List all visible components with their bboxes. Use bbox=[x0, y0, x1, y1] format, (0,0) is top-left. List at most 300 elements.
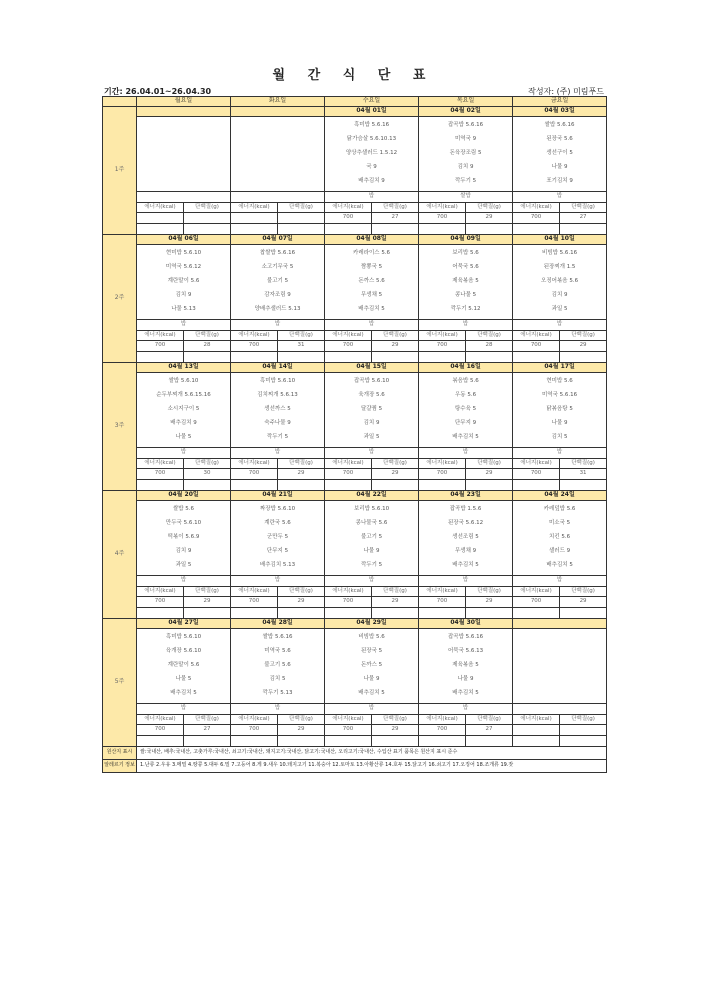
menu-cell bbox=[325, 501, 419, 576]
energy-unit-label: 에너지(kcal) bbox=[231, 587, 278, 597]
base-cell: 밥 bbox=[513, 448, 607, 459]
base-cell: 밥 bbox=[325, 320, 419, 331]
menu-item: 생선까스 5 bbox=[264, 406, 291, 413]
menu-item: 닭가슴살 5.6.10.13 bbox=[346, 136, 397, 143]
protein-value: 29 bbox=[466, 213, 513, 224]
menu-item: 김치 9 bbox=[175, 548, 192, 555]
energy-unit-label: 에너지(kcal) bbox=[137, 715, 184, 725]
protein-value: 31 bbox=[560, 469, 607, 480]
base-row bbox=[103, 704, 607, 715]
menu-item: 생선구이 5 bbox=[546, 150, 573, 157]
meal-calendar-table bbox=[102, 96, 607, 773]
empty-cell bbox=[184, 480, 231, 491]
empty-cell bbox=[137, 736, 184, 747]
energy-unit-label: 에너지(kcal) bbox=[513, 715, 560, 725]
menu-cell bbox=[325, 373, 419, 448]
protein-unit-label: 단백질(g) bbox=[466, 715, 513, 725]
menu-cell bbox=[419, 629, 513, 704]
menu-item: 짬뽕국 5 bbox=[360, 264, 383, 271]
base-cell: 밥 bbox=[231, 320, 325, 331]
base-row bbox=[103, 320, 607, 331]
menu-item: 군만두 5 bbox=[266, 534, 289, 541]
menu-item: 단무지 9 bbox=[454, 420, 477, 427]
energy-unit-label: 에너지(kcal) bbox=[419, 715, 466, 725]
protein-value: 29 bbox=[372, 725, 419, 736]
week-label: 1주 bbox=[103, 107, 137, 235]
period-label: 기간: 26.04.01~26.04.30 bbox=[104, 87, 212, 96]
energy-value bbox=[137, 213, 184, 224]
menu-item: 치킨 5.6 bbox=[549, 534, 571, 541]
base-cell: 밥 bbox=[137, 320, 231, 331]
base-cell bbox=[137, 192, 231, 203]
menu-item: 비빔밥 5.6.16 bbox=[541, 250, 578, 257]
menu-item: 샐러드 9 bbox=[548, 548, 571, 555]
protein-unit-label: 단백질(g) bbox=[466, 203, 513, 213]
protein-unit-label: 단백질(g) bbox=[560, 331, 607, 341]
menu-cell bbox=[419, 245, 513, 320]
protein-value: 29 bbox=[560, 341, 607, 352]
date-row bbox=[103, 619, 607, 629]
menu-item: 쌀밥 5.6.16 bbox=[544, 122, 575, 129]
menu-item: 달걀찜 5 bbox=[360, 406, 383, 413]
menu-cell bbox=[325, 117, 419, 192]
menu-item: 비빔밥 5.6 bbox=[358, 634, 385, 641]
energy-unit-label: 에너지(kcal) bbox=[325, 203, 372, 213]
menu-item: 잡곡밥 1.5.6 bbox=[449, 506, 482, 513]
menu-item: 쌀밥 5.6.16 bbox=[262, 634, 293, 641]
empty-cell bbox=[278, 608, 325, 619]
base-cell: 밥 bbox=[419, 448, 513, 459]
menu-cell bbox=[231, 501, 325, 576]
menu-item: 김치 9 bbox=[363, 420, 380, 427]
base-cell: 밥 bbox=[137, 576, 231, 587]
unit-row bbox=[103, 459, 607, 469]
menu-item: 된장국 5.6.12 bbox=[447, 520, 484, 527]
empty-cell bbox=[231, 352, 278, 363]
menu-item: 감자조림 9 bbox=[264, 292, 291, 299]
nutrition-row bbox=[103, 480, 607, 491]
menu-item: 배추김치 9 bbox=[170, 420, 197, 427]
nutrition-row bbox=[103, 341, 607, 352]
energy-unit-label: 에너지(kcal) bbox=[137, 203, 184, 213]
base-cell: 밥 bbox=[419, 704, 513, 715]
menu-item: 짜장밥 5.6.10 bbox=[259, 506, 296, 513]
date-cell: 04월 16일 bbox=[419, 363, 513, 373]
empty-cell bbox=[231, 224, 278, 235]
energy-value: 700 bbox=[513, 213, 560, 224]
protein-unit-label: 단백질(g) bbox=[466, 587, 513, 597]
menu-item: 소고기무국 5 bbox=[261, 264, 294, 271]
allergy-label: 알레르기 정보 bbox=[103, 760, 137, 773]
energy-value: 700 bbox=[137, 469, 184, 480]
base-cell: 밥 bbox=[325, 704, 419, 715]
protein-unit-label: 단백질(g) bbox=[278, 587, 325, 597]
menu-item: 계란말이 5.6 bbox=[167, 278, 200, 285]
protein-unit-label: 단백질(g) bbox=[466, 331, 513, 341]
nutrition-row bbox=[103, 725, 607, 736]
protein-unit-label: 단백질(g) bbox=[184, 459, 231, 469]
menu-item: 배추김치 5 bbox=[358, 690, 385, 697]
empty-cell bbox=[513, 224, 560, 235]
menu-item: 과일 5 bbox=[175, 562, 192, 569]
energy-value: 700 bbox=[231, 341, 278, 352]
menu-item: 쌀밥 5.6.10 bbox=[168, 378, 199, 385]
empty-cell bbox=[560, 352, 607, 363]
menu-item: 배추김치 5.13 bbox=[259, 562, 296, 569]
protein-value: 29 bbox=[184, 597, 231, 608]
menu-item: 콩나물국 5.6 bbox=[355, 520, 388, 527]
empty-cell bbox=[184, 352, 231, 363]
protein-value: 29 bbox=[466, 597, 513, 608]
menu-item: 김치찌개 5.6.13 bbox=[257, 392, 298, 399]
weekday-header: 금요일 bbox=[513, 97, 607, 107]
menu-item: 나물 5.13 bbox=[171, 306, 196, 313]
menu-item: 나물 5 bbox=[175, 676, 192, 683]
weekday-header-row bbox=[103, 97, 607, 107]
energy-value: 700 bbox=[231, 725, 278, 736]
menu-cell bbox=[137, 501, 231, 576]
date-cell: 04월 27일 bbox=[137, 619, 231, 629]
energy-value: 700 bbox=[325, 469, 372, 480]
empty-cell bbox=[513, 608, 560, 619]
base-cell: 밥 bbox=[137, 448, 231, 459]
protein-unit-label: 단백질(g) bbox=[372, 587, 419, 597]
date-row bbox=[103, 363, 607, 373]
empty-cell bbox=[372, 352, 419, 363]
empty-cell bbox=[184, 736, 231, 747]
energy-unit-label: 에너지(kcal) bbox=[231, 203, 278, 213]
base-cell: 밥 bbox=[419, 576, 513, 587]
menu-row bbox=[103, 373, 607, 448]
menu-cell bbox=[231, 245, 325, 320]
base-cell: 밥 bbox=[231, 704, 325, 715]
protein-unit-label: 단백질(g) bbox=[184, 587, 231, 597]
menu-item: 보리밥 5.6.10 bbox=[353, 506, 390, 513]
menu-item: 김치 9 bbox=[175, 292, 192, 299]
energy-value: 700 bbox=[137, 597, 184, 608]
protein-unit-label: 단백질(g) bbox=[560, 203, 607, 213]
menu-item: 현미밥 5.6 bbox=[546, 378, 573, 385]
weekday-header: 월요일 bbox=[137, 97, 231, 107]
empty-cell bbox=[560, 736, 607, 747]
menu-item: 만두국 5.6.10 bbox=[165, 520, 202, 527]
protein-value: 27 bbox=[466, 725, 513, 736]
menu-item: 무생채 9 bbox=[454, 548, 477, 555]
nutrition-row bbox=[103, 224, 607, 235]
menu-item: 된장찌개 1.5 bbox=[543, 264, 576, 271]
week-label: 3주 bbox=[103, 363, 137, 491]
menu-cell bbox=[419, 117, 513, 192]
energy-unit-label: 에너지(kcal) bbox=[419, 587, 466, 597]
protein-unit-label: 단백질(g) bbox=[372, 331, 419, 341]
week-label: 5주 bbox=[103, 619, 137, 747]
weekday-header: 화요일 bbox=[231, 97, 325, 107]
empty-cell bbox=[325, 736, 372, 747]
base-cell: 밥 bbox=[231, 576, 325, 587]
weekday-header: 목요일 bbox=[419, 97, 513, 107]
base-cell: 밥 bbox=[137, 704, 231, 715]
empty-cell bbox=[325, 480, 372, 491]
energy-unit-label: 에너지(kcal) bbox=[231, 459, 278, 469]
energy-value: 700 bbox=[325, 725, 372, 736]
energy-value: 700 bbox=[419, 725, 466, 736]
protein-value: 29 bbox=[372, 341, 419, 352]
empty-cell bbox=[419, 224, 466, 235]
menu-cell bbox=[513, 501, 607, 576]
empty-cell bbox=[278, 480, 325, 491]
menu-item: 과일 5 bbox=[551, 306, 568, 313]
date-row bbox=[103, 491, 607, 501]
protein-value: 30 bbox=[184, 469, 231, 480]
base-row bbox=[103, 192, 607, 203]
protein-unit-label: 단백질(g) bbox=[184, 331, 231, 341]
empty-cell bbox=[325, 608, 372, 619]
menu-item: 순두부찌개 5.6.15.16 bbox=[156, 392, 211, 399]
menu-cell bbox=[137, 117, 231, 192]
nutrition-row bbox=[103, 352, 607, 363]
empty-cell bbox=[372, 224, 419, 235]
menu-item: 흑미밥 5.6.16 bbox=[353, 122, 390, 129]
menu-item: 카레덮밥 5.6 bbox=[543, 506, 576, 513]
empty-cell bbox=[137, 608, 184, 619]
energy-unit-label: 에너지(kcal) bbox=[419, 459, 466, 469]
protein-value bbox=[184, 213, 231, 224]
menu-row bbox=[103, 117, 607, 192]
protein-value: 27 bbox=[184, 725, 231, 736]
energy-value: 700 bbox=[325, 341, 372, 352]
empty-cell bbox=[419, 736, 466, 747]
menu-item: 떡볶이 5.6.9 bbox=[167, 534, 200, 541]
menu-item: 소시지구이 5 bbox=[167, 406, 200, 413]
menu-row bbox=[103, 629, 607, 704]
energy-unit-label: 에너지(kcal) bbox=[513, 203, 560, 213]
menu-item: 잡곡밥 5.6.16 bbox=[447, 634, 484, 641]
menu-item: 배추김치 5 bbox=[452, 562, 479, 569]
protein-value bbox=[278, 213, 325, 224]
energy-unit-label: 에너지(kcal) bbox=[137, 331, 184, 341]
menu-item: 김치 5 bbox=[269, 676, 286, 683]
menu-item: 불고기 5 bbox=[360, 534, 383, 541]
energy-value: 700 bbox=[513, 341, 560, 352]
protein-unit-label: 단백질(g) bbox=[560, 459, 607, 469]
menu-item: 계란국 5.6 bbox=[264, 520, 291, 527]
nutrition-row bbox=[103, 213, 607, 224]
empty-cell bbox=[466, 352, 513, 363]
energy-unit-label: 에너지(kcal) bbox=[513, 459, 560, 469]
menu-cell bbox=[231, 373, 325, 448]
week-label: 2주 bbox=[103, 235, 137, 363]
base-row bbox=[103, 448, 607, 459]
menu-item: 배추김치 9 bbox=[358, 178, 385, 185]
menu-cell bbox=[325, 245, 419, 320]
menu-item: 잡곡밥 5.6.10 bbox=[353, 378, 390, 385]
date-cell: 04월 03일 bbox=[513, 107, 607, 117]
date-cell bbox=[137, 107, 231, 117]
menu-item: 육개장 5.6 bbox=[358, 392, 385, 399]
protein-value: 27 bbox=[372, 213, 419, 224]
protein-unit-label: 단백질(g) bbox=[372, 203, 419, 213]
empty-cell bbox=[513, 480, 560, 491]
menu-item: 배추김치 5 bbox=[452, 690, 479, 697]
menu-item: 된장국 5 bbox=[360, 648, 383, 655]
date-cell: 04월 22일 bbox=[325, 491, 419, 501]
protein-unit-label: 단백질(g) bbox=[278, 459, 325, 469]
menu-item: 배추김치 5 bbox=[546, 562, 573, 569]
empty-cell bbox=[419, 352, 466, 363]
energy-value: 700 bbox=[419, 341, 466, 352]
energy-value: 700 bbox=[325, 213, 372, 224]
menu-item: 흑미밥 5.6.10 bbox=[165, 634, 202, 641]
empty-cell bbox=[560, 480, 607, 491]
date-cell: 04월 23일 bbox=[419, 491, 513, 501]
energy-unit-label: 에너지(kcal) bbox=[325, 587, 372, 597]
empty-cell bbox=[278, 736, 325, 747]
menu-cell bbox=[137, 373, 231, 448]
protein-value: 29 bbox=[278, 597, 325, 608]
date-cell: 04월 06일 bbox=[137, 235, 231, 245]
empty-cell bbox=[231, 736, 278, 747]
menu-item: 미역국 5.6.12 bbox=[165, 264, 202, 271]
date-cell: 04월 01일 bbox=[325, 107, 419, 117]
energy-value: 700 bbox=[419, 469, 466, 480]
empty-cell bbox=[560, 608, 607, 619]
corner-cell bbox=[103, 97, 137, 107]
protein-unit-label: 단백질(g) bbox=[184, 203, 231, 213]
date-cell: 04월 02일 bbox=[419, 107, 513, 117]
protein-unit-label: 단백질(g) bbox=[184, 715, 231, 725]
nutrition-row bbox=[103, 608, 607, 619]
date-cell: 04월 21일 bbox=[231, 491, 325, 501]
menu-item: 어묵국 5.6.13 bbox=[447, 648, 484, 655]
empty-cell bbox=[184, 224, 231, 235]
empty-cell bbox=[325, 352, 372, 363]
menu-item: 현미밥 5.6.10 bbox=[165, 250, 202, 257]
protein-unit-label: 단백질(g) bbox=[372, 715, 419, 725]
menu-cell bbox=[231, 117, 325, 192]
allergy-text: 1.난류 2.우유 3.메밀 4.땅콩 5.대두 6.밀 7.고등어 8.게 9.새우 10.돼지고기 11.복숭아 12.토마토 13.아황산류 14.호두 15.닭고기 16.쇠고기 17.오징어 18.조개류 19.잣 bbox=[137, 760, 607, 773]
energy-value: 700 bbox=[419, 213, 466, 224]
date-cell: 04월 20일 bbox=[137, 491, 231, 501]
nutrition-row bbox=[103, 597, 607, 608]
menu-cell bbox=[513, 373, 607, 448]
menu-item: 국 9 bbox=[366, 164, 377, 171]
protein-unit-label: 단백질(g) bbox=[278, 203, 325, 213]
empty-cell bbox=[137, 480, 184, 491]
week-label: 4주 bbox=[103, 491, 137, 619]
unit-row bbox=[103, 331, 607, 341]
menu-item: 나물 9 bbox=[363, 676, 380, 683]
menu-item: 나물 9 bbox=[363, 548, 380, 555]
energy-unit-label: 에너지(kcal) bbox=[419, 331, 466, 341]
nutrition-row bbox=[103, 469, 607, 480]
menu-item: 깍두기 5 bbox=[360, 562, 383, 569]
energy-unit-label: 에너지(kcal) bbox=[137, 587, 184, 597]
energy-value bbox=[231, 213, 278, 224]
menu-item: 육개장 5.6.10 bbox=[165, 648, 202, 655]
empty-cell bbox=[466, 480, 513, 491]
weekday-header: 수요일 bbox=[325, 97, 419, 107]
energy-value: 700 bbox=[231, 597, 278, 608]
menu-item: 탕수육 5 bbox=[454, 406, 477, 413]
energy-value: 700 bbox=[325, 597, 372, 608]
empty-cell bbox=[466, 224, 513, 235]
date-cell: 04월 17일 bbox=[513, 363, 607, 373]
menu-item: 불고기 5 bbox=[266, 278, 289, 285]
energy-value bbox=[513, 725, 560, 736]
empty-cell bbox=[513, 736, 560, 747]
menu-item: 나물 9 bbox=[457, 676, 474, 683]
date-row bbox=[103, 107, 607, 117]
energy-unit-label: 에너지(kcal) bbox=[137, 459, 184, 469]
protein-value: 29 bbox=[372, 469, 419, 480]
menu-item: 제육볶음 5 bbox=[452, 278, 479, 285]
empty-cell bbox=[278, 352, 325, 363]
base-cell: 밥 bbox=[419, 320, 513, 331]
date-cell: 04월 29일 bbox=[325, 619, 419, 629]
protein-unit-label: 단백질(g) bbox=[372, 459, 419, 469]
menu-item: 김치 9 bbox=[457, 164, 474, 171]
protein-value bbox=[560, 725, 607, 736]
base-cell bbox=[513, 704, 607, 715]
menu-item: 카레라이스 5.6 bbox=[353, 250, 391, 257]
empty-cell bbox=[372, 736, 419, 747]
empty-cell bbox=[372, 608, 419, 619]
menu-item: 돈육장조림 5 bbox=[449, 150, 482, 157]
energy-unit-label: 에너지(kcal) bbox=[325, 331, 372, 341]
menu-item: 나물 9 bbox=[551, 420, 568, 427]
menu-cell bbox=[231, 629, 325, 704]
menu-item: 배추김치 5 bbox=[170, 690, 197, 697]
empty-cell bbox=[231, 480, 278, 491]
protein-value: 31 bbox=[278, 341, 325, 352]
menu-item: 양배추샐러드 5.13 bbox=[254, 306, 301, 313]
unit-row bbox=[103, 587, 607, 597]
menu-item: 된장국 5.6 bbox=[546, 136, 573, 143]
protein-value: 29 bbox=[466, 469, 513, 480]
menu-row bbox=[103, 245, 607, 320]
empty-cell bbox=[231, 608, 278, 619]
menu-item: 돈까스 5.6 bbox=[358, 278, 385, 285]
author-label: 작성자: (주) 미림푸드 bbox=[528, 87, 604, 96]
empty-cell bbox=[419, 608, 466, 619]
empty-cell bbox=[278, 224, 325, 235]
energy-unit-label: 에너지(kcal) bbox=[419, 203, 466, 213]
nutrition-row bbox=[103, 736, 607, 747]
date-cell: 04월 08일 bbox=[325, 235, 419, 245]
base-cell bbox=[231, 192, 325, 203]
protein-unit-label: 단백질(g) bbox=[560, 715, 607, 725]
menu-item: 미역국 5.6.16 bbox=[541, 392, 578, 399]
menu-item: 포기김치 9 bbox=[546, 178, 573, 185]
menu-item: 깍두기 5.12 bbox=[450, 306, 481, 313]
menu-item: 생선조림 5 bbox=[452, 534, 479, 541]
empty-cell bbox=[137, 352, 184, 363]
menu-item: 나물 5 bbox=[175, 434, 192, 441]
empty-cell bbox=[325, 224, 372, 235]
menu-cell bbox=[513, 245, 607, 320]
menu-item: 김치 5 bbox=[551, 434, 568, 441]
empty-cell bbox=[560, 224, 607, 235]
menu-item: 숙주나물 9 bbox=[264, 420, 291, 427]
empty-cell bbox=[419, 480, 466, 491]
base-cell: 밥 bbox=[513, 576, 607, 587]
empty-cell bbox=[372, 480, 419, 491]
base-cell: 밥 bbox=[513, 320, 607, 331]
menu-item: 제육볶음 5 bbox=[452, 662, 479, 669]
menu-item: 깍두기 5 bbox=[454, 178, 477, 185]
energy-unit-label: 에너지(kcal) bbox=[513, 587, 560, 597]
menu-item: 나물 9 bbox=[551, 164, 568, 171]
